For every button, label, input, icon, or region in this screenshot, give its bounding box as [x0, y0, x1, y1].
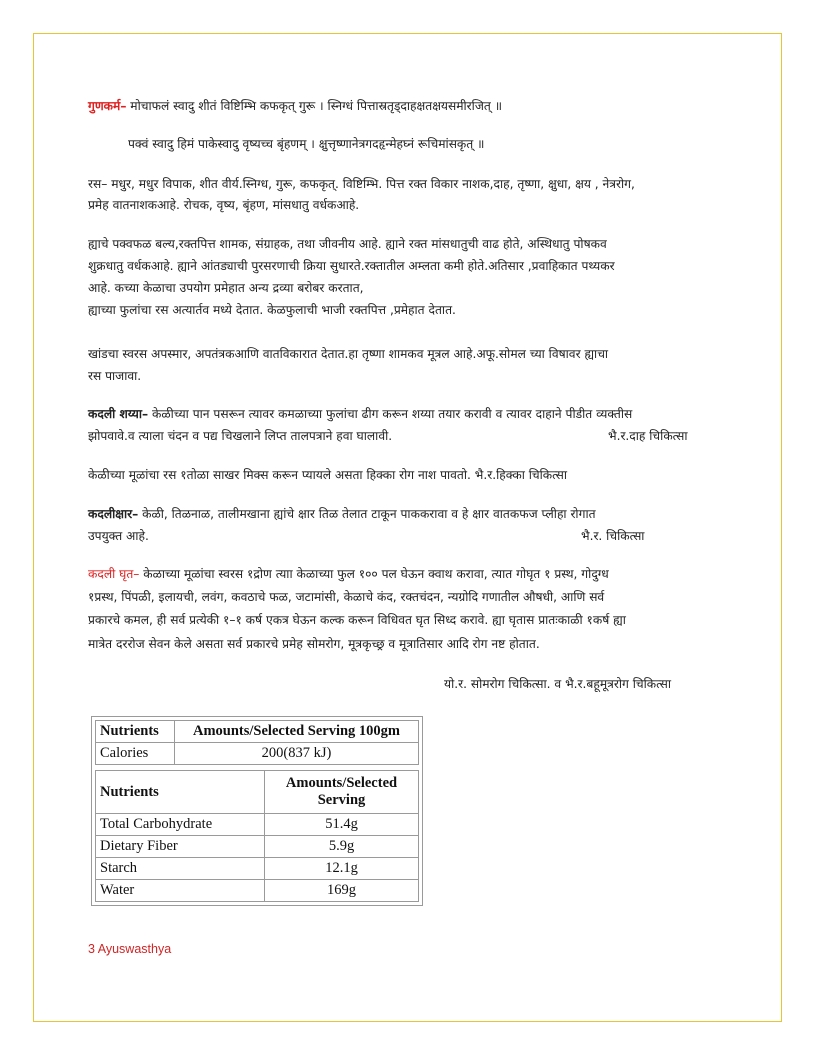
- header-nutrients: Nutrients: [96, 721, 175, 743]
- rasa-line-2: प्रमेह वातनाशकआहे. रोचक, वृष्य, बृंहण, मांसधातु वर्धकआहे.: [88, 198, 360, 212]
- nutrient-value: 169g: [265, 880, 419, 902]
- calories-label: Calories: [96, 743, 175, 765]
- nutrient-name: Total Carbohydrate: [96, 814, 265, 836]
- ghrut-heading: कदली घृत–: [88, 567, 140, 581]
- table-row: [96, 814, 419, 836]
- table-header-row: [96, 721, 419, 743]
- header-amounts-line-2: Serving: [317, 792, 366, 808]
- hikka-line: केळीच्या मूळांचा रस १तोळा साखर मिक्स करून प्यायले असता हिक्का रोग नाश पावतो. भै.र.हिक्का चिकित्सा: [88, 468, 568, 482]
- calories-table: [95, 720, 419, 765]
- ghrut-line-1: [88, 564, 738, 586]
- pakva-line-2: शुक्रधातु वर्धकआहे. ह्याने आंतड्याची पुरसरणाची क्रिया सुधारते.रक्तातील अम्लता कमी होते.अतिसार ,प्रवाहिकात पथ्यकर: [88, 259, 615, 273]
- nutrient-value: 12.1g: [265, 858, 419, 880]
- nutrients-table: [95, 770, 419, 902]
- khanda-line-2: रस पाजावा.: [88, 369, 142, 383]
- shayya-heading: कदली शय्या–: [88, 407, 149, 421]
- ghrut-text: केळाच्या मूळांचा स्वरस १द्रोण त्याा केळाच्या फुल १०० पल घेऊन क्वाथ करावा, त्यात गोघृत १ प्रस्थ, गोदुग्ध: [143, 567, 609, 581]
- table-row: [96, 836, 419, 858]
- shayya-line-2: झोपवावे.व त्याला चंदन व पद्य चिखलाने लिप्त तालपत्राने हवा घालावी.: [88, 429, 393, 443]
- kshar-heading: कदलीक्षार–: [88, 507, 139, 521]
- rasa-line-1: रस– मधुर, मधुर विपाक, शीत वीर्य.स्निग्ध, गुरू, कफकृत्. विष्टिम्भि. पित्त रक्त विकार नाशक,दाह, तृष्णा, क्षुधा, क्षय , नेत्ररोग,: [88, 177, 635, 191]
- nutrient-name: Starch: [96, 858, 265, 880]
- pakva-line-3: आहे. कच्या केळाचा उपयोग प्रमेहात अन्य द्रव्या बरोबर करतात,: [88, 281, 364, 295]
- khanda-line-1: खांडचा स्वरस अपस्मार, अपतंत्रकआणि वातविकारात देतात.हा तृष्णा शामकव मूत्रल आहे.अफू.सोमल च्या विषावर ह्याचा: [88, 347, 609, 361]
- page-footer: 3 Ayuswasthya: [88, 942, 172, 956]
- calories-value: 200(837 kJ): [175, 743, 419, 765]
- kshar-reference: भै.र. चिकित्सा: [581, 529, 645, 543]
- kshar-text: केळी, तिळनाळ, तालीमखाना ह्यांचे क्षार तिळ तेलात टाकून पाककरावा व हे क्षार वातकफज प्लीहा रोगात: [142, 507, 596, 521]
- ghrut-line-4: मात्रेत दररोज सेवन केले असता सर्व प्रकारचे प्रमेह सोमरोग, मूत्रकृच्छ्र व मूत्रातिसार आदि रोग नष्ट होतात.: [88, 637, 540, 651]
- kshar-line-2: उपयुक्त आहे.: [88, 529, 149, 543]
- kshar-line-1: [88, 504, 738, 526]
- gunakarma-paragraph: [88, 96, 738, 118]
- pakva-line-1: ह्याचे पक्वफळ बल्य,रक्तपित्त शामक, संग्राहक, तथा जीवनीय आहे. ह्याने रक्त मांसधातुची वाढ होते, अस्थिधातु पोषकव: [88, 237, 607, 251]
- gunakarma-shloka: मोचाफलं स्वादु शीतं विष्टिम्भि कफकृत् गुरू । स्निग्धं पित्तास्रतृड्दाहक्षतक्षयसमीरजित् ॥: [130, 99, 502, 113]
- shayya-line-1: [88, 404, 738, 426]
- nutrient-value: 5.9g: [265, 836, 419, 858]
- shloka-line: पक्वं स्वादु हिमं पाकेस्वादु वृष्यच्च बृंहणम् । क्षुत्तृष्णानेत्रगदहृन्मेहघ्नं रूचिमांसकृत् ॥: [128, 137, 485, 151]
- header-nutrients: Nutrients: [96, 771, 265, 814]
- nutrient-value: 51.4g: [265, 814, 419, 836]
- ghrut-line-3: प्रकारचे कमल, ही सर्व प्रत्येकी १–१ कर्ष एकत्र घेऊन कल्क करून विधिवत घृत सिध्द करावे. ह्या घृतास प्रातःकाळी १कर्ष ह्या: [88, 613, 626, 627]
- nutrition-tables: [91, 716, 423, 906]
- ghrut-reference: यो.र. सोमरोग चिकित्सा. व भै.र.बहूमूत्ररोग चिकित्सा: [444, 677, 671, 691]
- header-amounts-line-1: Amounts/Selected: [285, 775, 398, 791]
- header-amounts: Amounts/Selected Serving 100gm: [175, 721, 419, 743]
- nutrient-name: Dietary Fiber: [96, 836, 265, 858]
- shayya-text: केळीच्या पान पसरून त्यावर कमळाच्या फुलांचा ढीग करून शय्या तयार करावी व त्यावर दाहाने पीडीत व्यक्तीस: [151, 407, 633, 421]
- shayya-reference: भै.र.दाह चिकित्सा: [608, 429, 688, 443]
- header-amounts: [265, 771, 419, 814]
- table-row: [96, 743, 419, 765]
- gunakarma-heading: गुणकर्म–: [88, 99, 127, 113]
- pakva-line-4: ह्याच्या फुलांचा रस अत्यार्तव मध्ये देतात. केळफुलाची भाजी रक्तपित्त ,प्रमेहात देतात.: [88, 303, 456, 317]
- nutrient-name: Water: [96, 880, 265, 902]
- table-row: [96, 858, 419, 880]
- table-header-row: [96, 771, 419, 814]
- ghrut-line-2: १प्रस्थ, पिंपळी, इलायची, लवंग, कवठाचे फळ, जटामांसी, केळाचे कंद, रक्तचंदन, न्यग्रोदि गणातील औषधी, आणि सर्व: [88, 590, 605, 604]
- table-row: [96, 880, 419, 902]
